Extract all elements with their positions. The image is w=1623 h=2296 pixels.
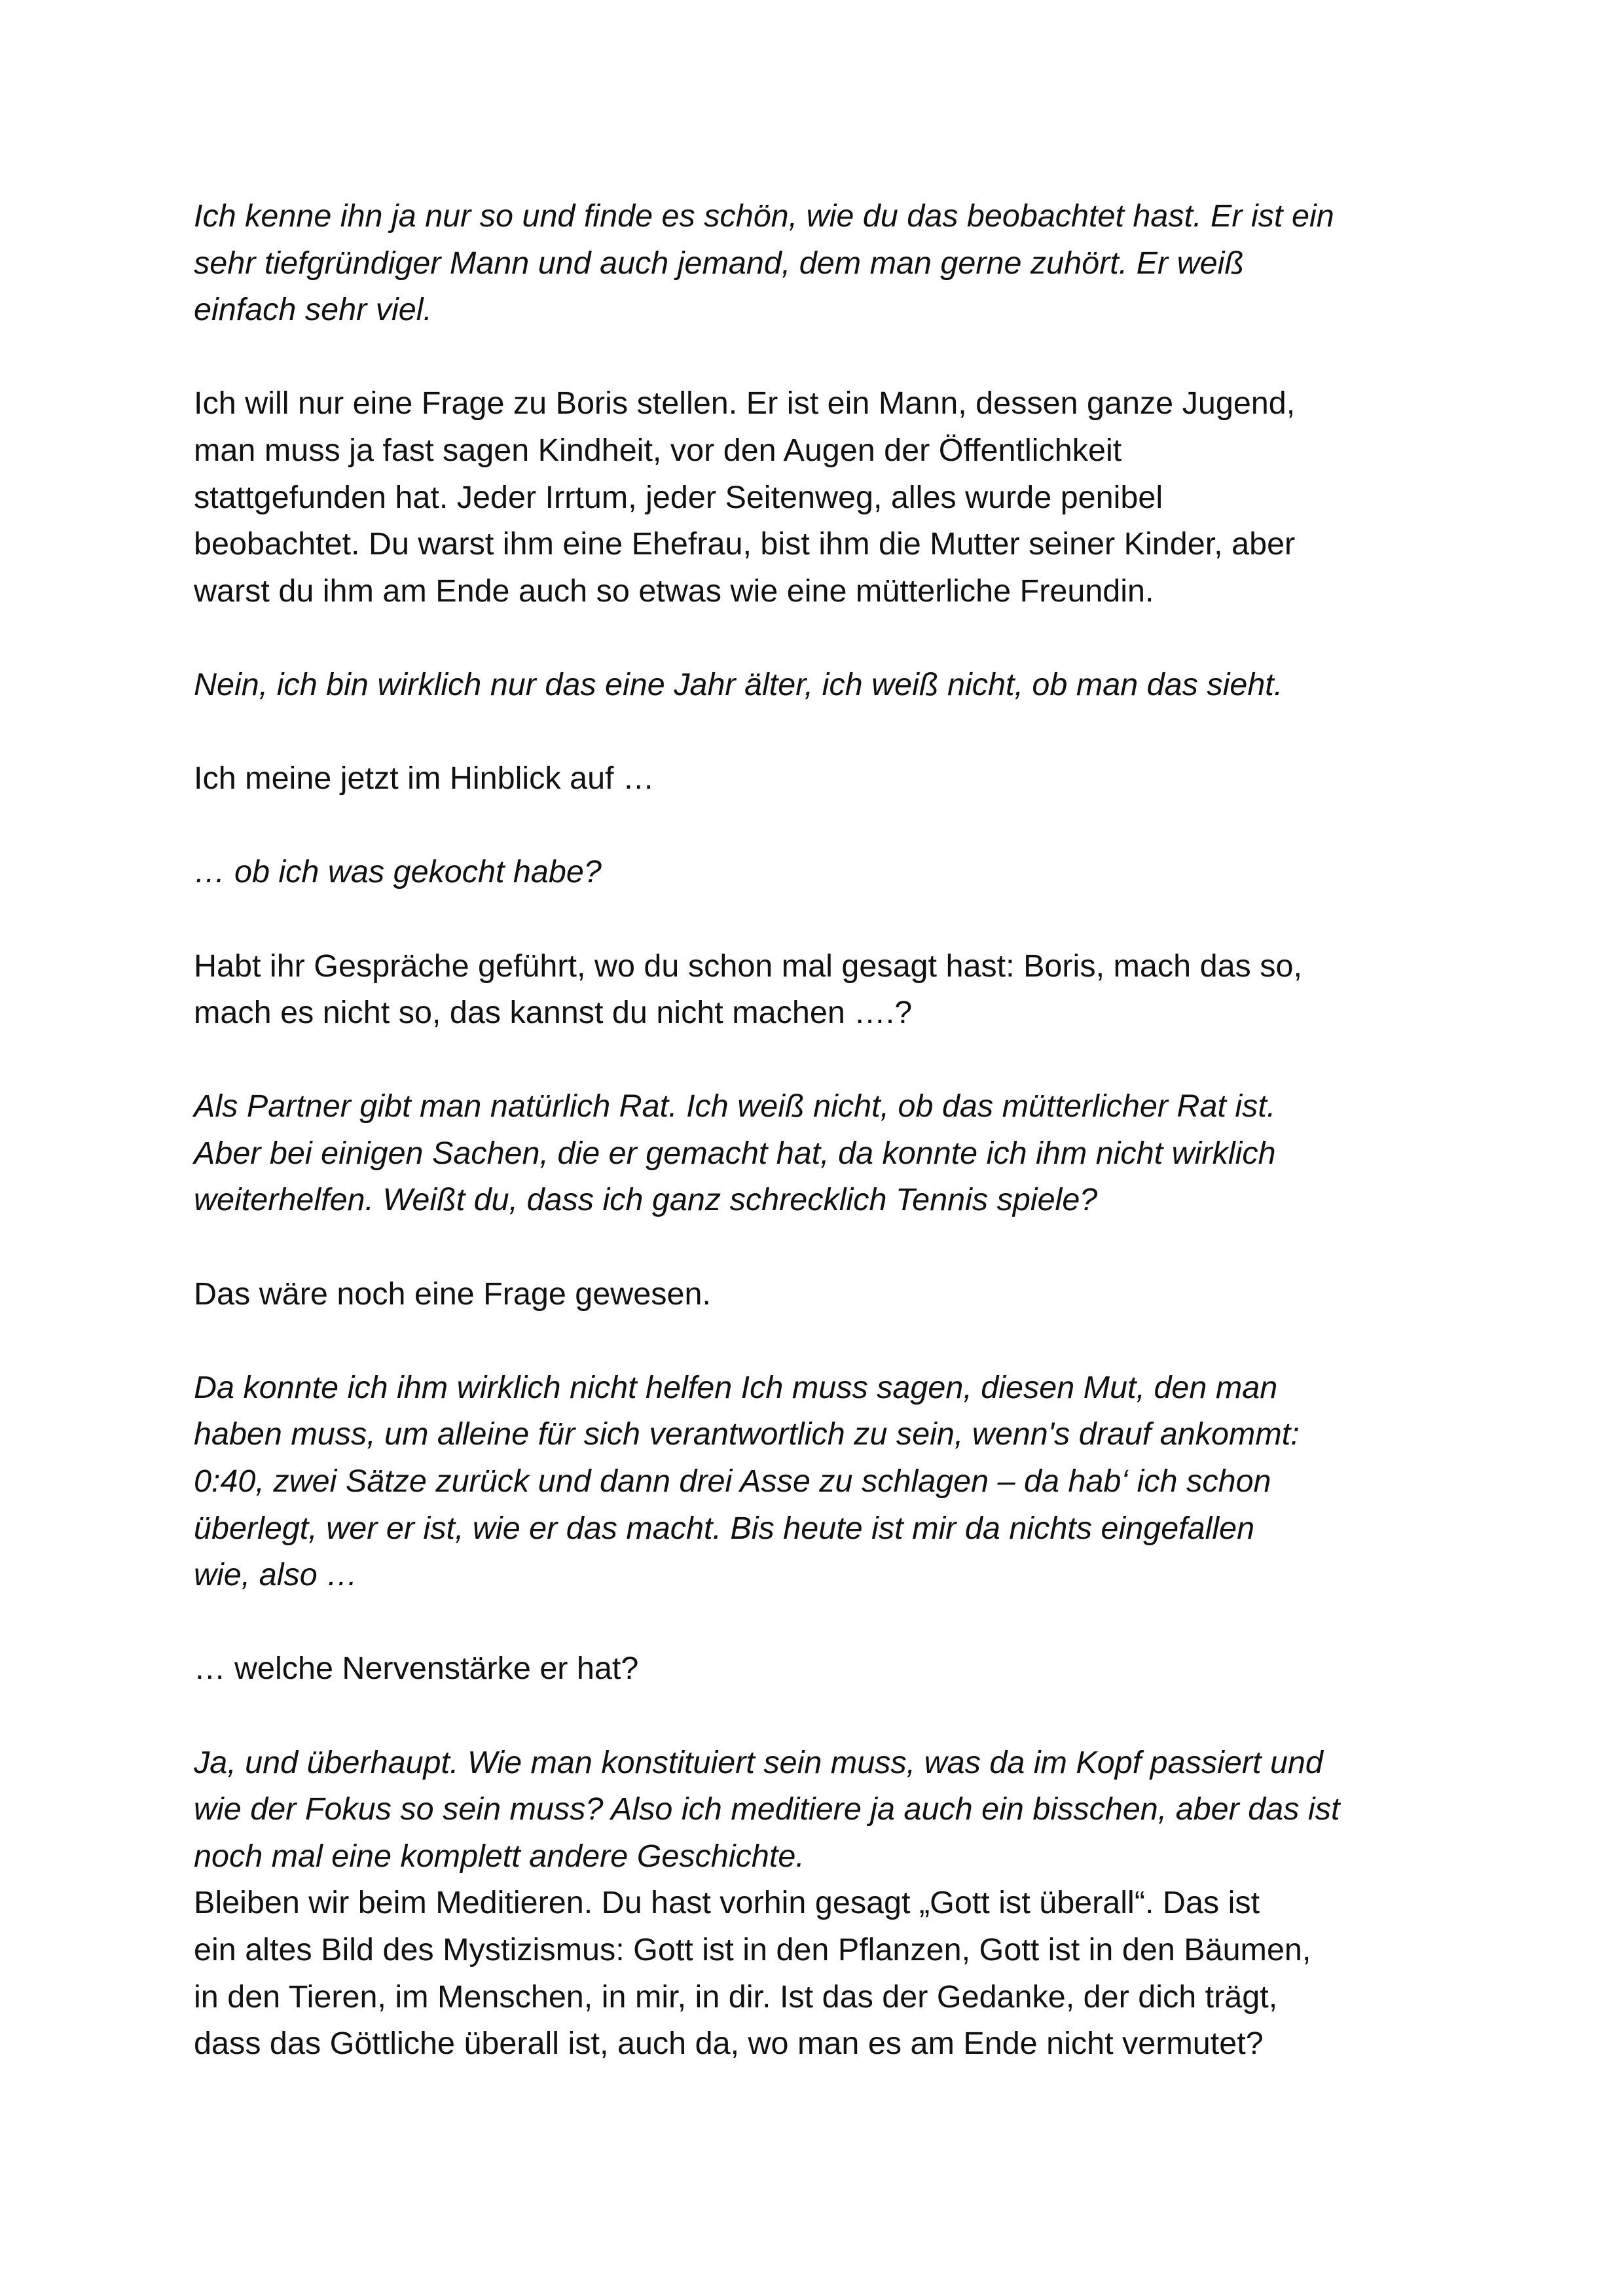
answer-paragraph: … ob ich was gekocht habe? bbox=[194, 854, 602, 890]
answer-paragraph: Ich kenne ihn ja nur so und finde es schön, wie du das beobachtet hast. Er ist ein sehr tiefgründiger Mann und auch jemand, dem man gerne zuhört. Er weiß einfach sehr viel. bbox=[194, 198, 1334, 328]
answer-paragraph: Ja, und überhaupt. Wie man konstituiert sein muss, was da im Kopf passiert und wie der Fokus so sein muss? Also ich meditiere ja auch ein bisschen, aber das ist noch mal eine komplett andere Geschichte. bbox=[194, 1744, 1340, 1874]
question-paragraph: Ich meine jetzt im Hinblick auf … bbox=[194, 761, 655, 797]
document-body bbox=[194, 193, 1477, 2068]
answer-paragraph: Als Partner gibt man natürlich Rat. Ich weiß nicht, ob das mütterlicher Rat ist. Aber bei einigen Sachen, die er gemacht hat, da konnte ich ihm nicht wirklich weiterhelfen. Weißt du, dass ich ganz schrecklich Tennis spiele? bbox=[194, 1088, 1276, 1218]
answer-paragraph: Nein, ich bin wirklich nur das eine Jahr älter, ich weiß nicht, ob man das sieht. bbox=[194, 666, 1283, 702]
question-paragraph: Habt ihr Gespräche geführt, wo du schon mal gesagt hast: Boris, mach das so, mach es nicht so, das kannst du nicht machen ….? bbox=[194, 948, 1302, 1031]
question-paragraph: Bleiben wir beim Meditieren. Du hast vorhin gesagt „Gott ist überall“. Das ist ein altes Bild des Mystizismus: Gott ist in den Pflanzen, Gott ist in den Bäumen, in den Tieren, im Menschen, in mir, in dir. Ist das der Gedanke, der dich trägt, dass das Göttliche überall ist, auch da, wo man es am Ende nicht vermutet? bbox=[194, 1885, 1311, 2062]
question-paragraph: Das wäre noch eine Frage gewesen. bbox=[194, 1276, 711, 1312]
question-paragraph: Ich will nur eine Frage zu Boris stellen. Er ist ein Mann, dessen ganze Jugend, man muss ja fast sagen Kindheit, vor den Augen der Öffentlichkeit stattgefunden hat. Jeder Irrtum, jeder Seitenweg, alles wurde penibel beobachtet. Du warst ihm eine Ehefrau, bist ihm die Mutter seiner Kinder, aber warst du ihm am Ende auch so etwas wie eine mütterliche Freundin. bbox=[194, 386, 1296, 609]
answer-paragraph: Da konnte ich ihm wirklich nicht helfen Ich muss sagen, diesen Mut, den man haben muss, um alleine für sich verantwortlich zu sein, wenn's drauf ankommt: 0:40, zwei Sätze zurück und dann drei Asse zu schlagen – da hab‘ ich schon überlegt, wer er ist, wie er das macht. Bis heute ist mir da nichts eingefallen wie, also … bbox=[194, 1369, 1300, 1593]
question-paragraph: … welche Nervenstärke er hat? bbox=[194, 1651, 639, 1687]
